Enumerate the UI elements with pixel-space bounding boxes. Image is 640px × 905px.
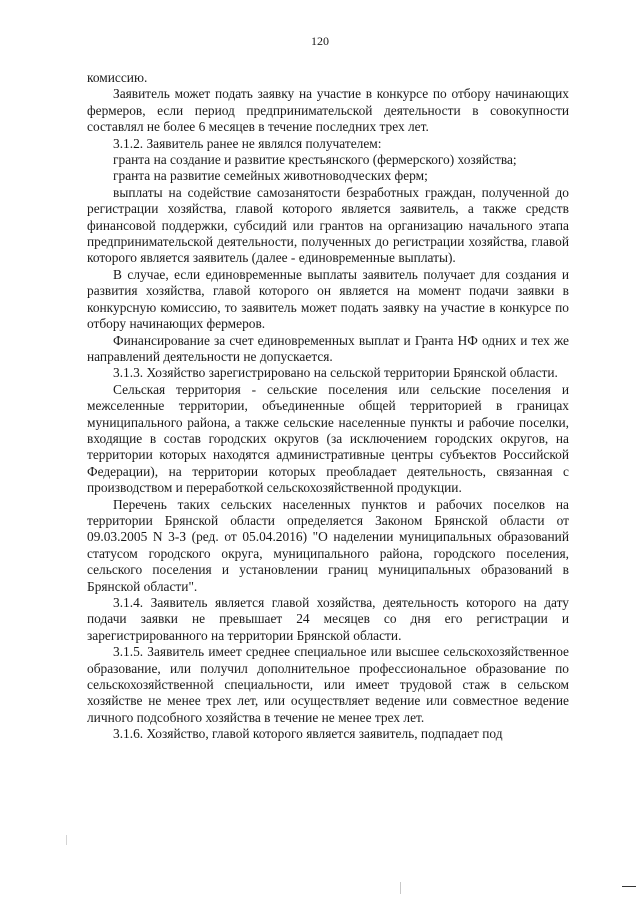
paragraph: 3.1.5. Заявитель имеет среднее специальное или высшее сельскохозяйственное образование, или получил дополнительное профессиональное образование по сельскохозяйственной специальности, или имеет трудовой стаж в сельском хозяйстве не менее трех лет, или осуществляет ведение или совместное ведение личного подсобного хозяйства в течение не менее трех лет.: [87, 644, 569, 725]
scan-artifact: [66, 835, 67, 845]
paragraph: комиссию.: [87, 70, 148, 85]
paragraph: В случае, если единовременные выплаты заявитель получает для создания и развития хозяйства, главой которого он является на момент подачи заявки в конкурсную комиссию, то заявитель может подать заявку на участие в конкурсе по отбору начинающих фермеров.: [87, 266, 569, 332]
paragraph: гранта на создание и развитие крестьянского (фермерского) хозяйства;: [113, 152, 517, 168]
paragraph: Перечень таких сельских населенных пунктов и рабочих поселков на территории Брянской области определяется Законом Брянской области от 09.03.2005 N 3-З (ред. от 05.04.2016) "О наделении муниципальных образований статусом городского округа, муниципального района, городского поселения, сельского поселения и установлении границ муниципальных образований в Брянской области".: [87, 496, 569, 594]
document-body: [87, 70, 569, 743]
paragraph: 3.1.3. Хозяйство зарегистрировано на сельской территории Брянской области.: [113, 365, 558, 381]
paragraph: Сельская территория - сельские поселения или сельские поселения и межселенные территории, объединенные общей территорией в границах муниципального района, а также сельские населенные пункты и рабочие поселки, входящие в состав городских округов (за исключением городских округов, на территории которых находятся административные центры субъектов Российской Федерации), на территории которых преобладает деятельность, связанная с производством и переработкой сельскохозяйственной продукции.: [87, 381, 569, 496]
paragraph: гранта на развитие семейных животноводческих ферм;: [113, 168, 428, 184]
paragraph: Заявитель может подать заявку на участие в конкурсе по отбору начинающих фермеров, если период предпринимательской деятельности в совокупности составлял не более 6 месяцев в течение последних трех лет.: [87, 86, 569, 135]
paragraph: выплаты на содействие самозанятости безработных граждан, полученной до регистрации хозяйства, главой которого является заявитель, а также средств финансовой поддержки, субсидий или грантов на организацию начального этапа предпринимательской деятельности, полученных до регистрации хозяйства, главой которого является заявитель (далее - единовременные выплаты).: [87, 184, 569, 266]
paragraph: 3.1.4. Заявитель является главой хозяйства, деятельность которого на дату подачи заявки не превышает 24 месяцев со дня его регистрации и зарегистрированного на территории Брянской области.: [87, 595, 569, 643]
scan-artifact: [400, 882, 401, 894]
paragraph: 3.1.2. Заявитель ранее не являлся получателем:: [113, 135, 382, 151]
page-number: 120: [311, 34, 329, 48]
paragraph: Финансирование за счет единовременных выплат и Гранта НФ одних и тех же направлений деятельности не допускается.: [87, 332, 569, 364]
scan-artifact: [622, 886, 636, 887]
paragraph: 3.1.6. Хозяйство, главой которого является заявитель, подпадает под: [113, 726, 503, 742]
